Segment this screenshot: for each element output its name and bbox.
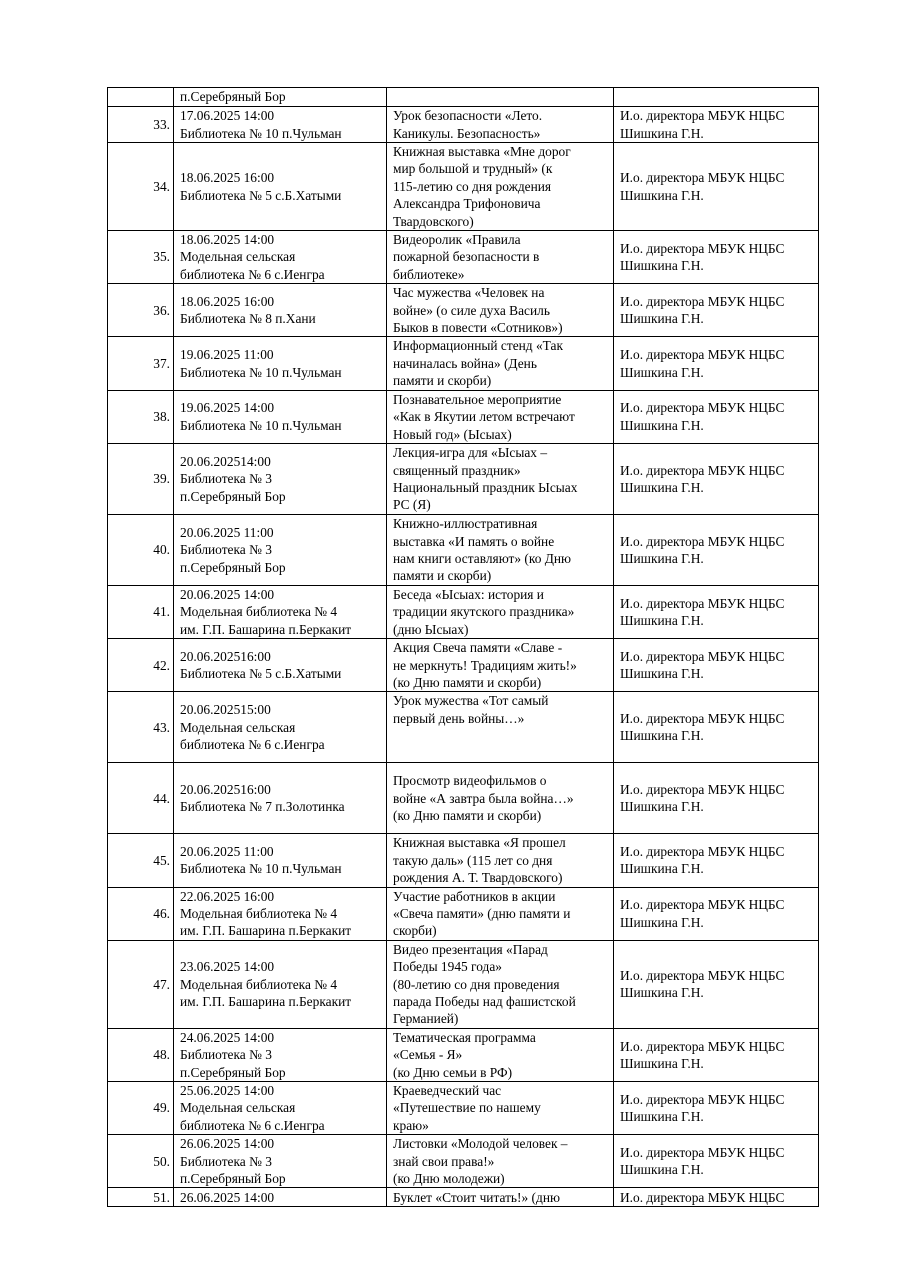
event-cell: Тематическая программа «Семья - Я» (ко Дню семьи в РФ)	[387, 1028, 614, 1081]
date-venue-cell: 20.06.2025 11:00 Библиотека № 3 п.Серебряный Бор	[174, 514, 387, 585]
date-venue-cell: 22.06.2025 16:00 Модельная библиотека № 4 им. Г.П. Башарина п.Беркакит	[174, 887, 387, 940]
responsible-cell: И.о. директора МБУК НЦБС Шишкина Г.Н.	[614, 514, 819, 585]
responsible-cell: И.о. директора МБУК НЦБС Шишкина Г.Н.	[614, 1028, 819, 1081]
row-number: 40.	[108, 514, 174, 585]
date-venue-cell: 26.06.2025 14:00	[174, 1188, 387, 1207]
table-row	[108, 692, 819, 763]
row-number: 42.	[108, 639, 174, 692]
row-number: 37.	[108, 337, 174, 390]
row-number: 51.	[108, 1188, 174, 1207]
event-cell: Беседа «Ысыах: история и традиции якутского праздника» (дню Ысыах)	[387, 585, 614, 638]
date-venue-cell: 18.06.2025 14:00 Модельная сельская библиотека № 6 с.Иенгра	[174, 231, 387, 284]
responsible-cell: И.о. директора МБУК НЦБС Шишкина Г.Н.	[614, 390, 819, 443]
responsible-cell: И.о. директора МБУК НЦБС Шишкина Г.Н.	[614, 940, 819, 1028]
table-row	[108, 88, 819, 107]
date-venue-cell: 26.06.2025 14:00 Библиотека № 3 п.Серебряный Бор	[174, 1135, 387, 1188]
row-number: 43.	[108, 692, 174, 763]
table-row	[108, 1188, 819, 1207]
event-cell: Книжная выставка «Мне дорог мир большой и трудный» (к 115-летию со дня рождения Александра Трифоновича Твардовского)	[387, 143, 614, 231]
responsible-cell: И.о. директора МБУК НЦБС Шишкина Г.Н.	[614, 337, 819, 390]
table-row	[108, 1082, 819, 1135]
responsible-cell: И.о. директора МБУК НЦБС Шишкина Г.Н.	[614, 692, 819, 763]
date-venue-cell: 25.06.2025 14:00 Модельная сельская библиотека № 6 с.Иенгра	[174, 1082, 387, 1135]
event-cell: Участие работников в акции «Свеча памяти» (дню памяти и скорби)	[387, 887, 614, 940]
row-number: 33.	[108, 107, 174, 143]
event-cell: Краеведческий час «Путешествие по нашему краю»	[387, 1082, 614, 1135]
event-cell: Книжная выставка «Я прошел такую даль» (115 лет со дня рождения А. Т. Твардовского)	[387, 834, 614, 887]
responsible-cell: И.о. директора МБУК НЦБС Шишкина Г.Н.	[614, 284, 819, 337]
row-number: 38.	[108, 390, 174, 443]
row-number: 49.	[108, 1082, 174, 1135]
responsible-cell: И.о. директора МБУК НЦБС	[614, 1188, 819, 1207]
row-number: 45.	[108, 834, 174, 887]
event-cell: Лекция-игра для «Ысыах – священный праздник» Национальный праздник Ысыах РС (Я)	[387, 443, 614, 514]
table-row	[108, 337, 819, 390]
table-row	[108, 231, 819, 284]
responsible-cell: И.о. директора МБУК НЦБС Шишкина Г.Н.	[614, 639, 819, 692]
table-row	[108, 107, 819, 143]
responsible-cell: И.о. директора МБУК НЦБС Шишкина Г.Н.	[614, 143, 819, 231]
date-venue-cell: п.Серебряный Бор	[174, 88, 387, 107]
date-venue-cell: 20.06.202516:00 Библиотека № 5 с.Б.Хатыми	[174, 639, 387, 692]
event-cell: Акция Свеча памяти «Славе - не меркнуть! Традициям жить!» (ко Дню памяти и скорби)	[387, 639, 614, 692]
table-row	[108, 940, 819, 1028]
event-cell: Урок безопасности «Лето. Каникулы. Безопасность»	[387, 107, 614, 143]
table-row	[108, 639, 819, 692]
date-venue-cell: 20.06.202516:00 Библиотека № 7 п.Золотинка	[174, 763, 387, 834]
table-row	[108, 834, 819, 887]
row-number: 46.	[108, 887, 174, 940]
row-number: 35.	[108, 231, 174, 284]
table-row	[108, 585, 819, 638]
table-row	[108, 284, 819, 337]
date-venue-cell: 18.06.2025 16:00 Библиотека № 5 с.Б.Хатыми	[174, 143, 387, 231]
responsible-cell: И.о. директора МБУК НЦБС Шишкина Г.Н.	[614, 763, 819, 834]
table-row	[108, 887, 819, 940]
date-venue-cell: 18.06.2025 16:00 Библиотека № 8 п.Хани	[174, 284, 387, 337]
responsible-cell: И.о. директора МБУК НЦБС Шишкина Г.Н.	[614, 107, 819, 143]
responsible-cell: И.о. директора МБУК НЦБС Шишкина Г.Н.	[614, 887, 819, 940]
responsible-cell	[614, 88, 819, 107]
row-number: 47.	[108, 940, 174, 1028]
row-number: 41.	[108, 585, 174, 638]
table-row	[108, 1028, 819, 1081]
date-venue-cell: 17.06.2025 14:00 Библиотека № 10 п.Чульман	[174, 107, 387, 143]
events-table-body	[108, 88, 819, 1207]
event-cell: Час мужества «Человек на войне» (о силе духа Василь Быков в повести «Сотников»)	[387, 284, 614, 337]
row-number: 39.	[108, 443, 174, 514]
event-cell: Листовки «Молодой человек – знай свои права!» (ко Дню молодежи)	[387, 1135, 614, 1188]
event-cell: Книжно-иллюстративная выставка «И память о войне нам книги оставляют» (ко Дню памяти и скорби)	[387, 514, 614, 585]
date-venue-cell: 20.06.2025 11:00 Библиотека № 10 п.Чульман	[174, 834, 387, 887]
event-cell: Просмотр видеофильмов о войне «А завтра была война…» (ко Дню памяти и скорби)	[387, 763, 614, 834]
table-row	[108, 1135, 819, 1188]
event-cell: Информационный стенд «Так начиналась война» (День памяти и скорби)	[387, 337, 614, 390]
table-row	[108, 443, 819, 514]
date-venue-cell: 20.06.202515:00 Модельная сельская библиотека № 6 с.Иенгра	[174, 692, 387, 763]
event-cell	[387, 88, 614, 107]
event-cell: Урок мужества «Тот самый первый день войны…»	[387, 692, 614, 763]
date-venue-cell: 19.06.2025 14:00 Библиотека № 10 п.Чульман	[174, 390, 387, 443]
events-table	[107, 87, 819, 1207]
table-row	[108, 514, 819, 585]
responsible-cell: И.о. директора МБУК НЦБС Шишкина Г.Н.	[614, 1135, 819, 1188]
table-row	[108, 390, 819, 443]
table-row	[108, 763, 819, 834]
event-cell: Видео презентация «Парад Победы 1945 года» (80-летию со дня проведения парада Победы над фашистской Германией)	[387, 940, 614, 1028]
row-number: 48.	[108, 1028, 174, 1081]
table-row	[108, 143, 819, 231]
event-cell: Познавательное мероприятие «Как в Якутии летом встречают Новый год» (Ысыах)	[387, 390, 614, 443]
event-cell: Буклет «Стоит читать!» (дню	[387, 1188, 614, 1207]
row-number: 34.	[108, 143, 174, 231]
responsible-cell: И.о. директора МБУК НЦБС Шишкина Г.Н.	[614, 834, 819, 887]
date-venue-cell: 19.06.2025 11:00 Библиотека № 10 п.Чульман	[174, 337, 387, 390]
row-number: 50.	[108, 1135, 174, 1188]
responsible-cell: И.о. директора МБУК НЦБС Шишкина Г.Н.	[614, 585, 819, 638]
event-cell: Видеоролик «Правила пожарной безопасности в библиотеке»	[387, 231, 614, 284]
responsible-cell: И.о. директора МБУК НЦБС Шишкина Г.Н.	[614, 231, 819, 284]
row-number: 36.	[108, 284, 174, 337]
date-venue-cell: 20.06.2025 14:00 Модельная библиотека № 4 им. Г.П. Башарина п.Беркакит	[174, 585, 387, 638]
date-venue-cell: 23.06.2025 14:00 Модельная библиотека № 4 им. Г.П. Башарина п.Беркакит	[174, 940, 387, 1028]
responsible-cell: И.о. директора МБУК НЦБС Шишкина Г.Н.	[614, 1082, 819, 1135]
row-number	[108, 88, 174, 107]
date-venue-cell: 20.06.202514:00 Библиотека № 3 п.Серебряный Бор	[174, 443, 387, 514]
date-venue-cell: 24.06.2025 14:00 Библиотека № 3 п.Серебряный Бор	[174, 1028, 387, 1081]
row-number: 44.	[108, 763, 174, 834]
responsible-cell: И.о. директора МБУК НЦБС Шишкина Г.Н.	[614, 443, 819, 514]
